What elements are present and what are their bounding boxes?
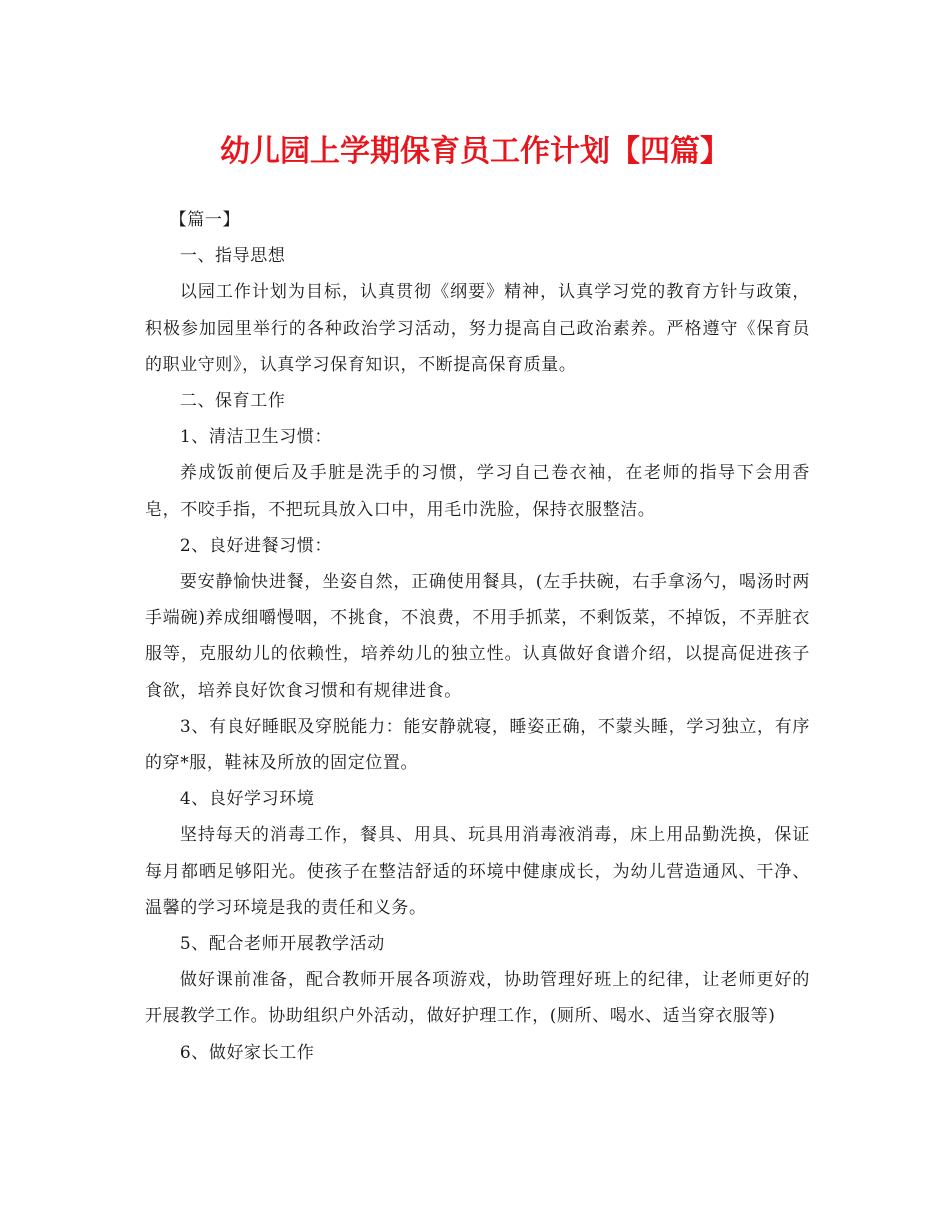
subsection-heading: 1、清洁卫生习惯： (179, 427, 333, 448)
section-heading: 二、保育工作 (179, 391, 286, 412)
document-title: 幼儿园上学期保育员工作计划【四篇】 (220, 134, 730, 169)
body-paragraph: 以园工作计划为目标，认真贯彻《纲要》精神，认真学习党的教育方针与政策，积极参加园里举行的各种政治学习活动，努力提高自己政治素养。严格遵守《保育员的职业守则》，认真学习保育知识，不断提高保育质量。 (145, 282, 810, 375)
subsection-heading: 2、良好进餐习惯： (179, 535, 333, 556)
body-paragraph: 要安静愉快进餐，坐姿自然，正确使用餐具，(左手扶碗，右手拿汤勺，喝汤时两手端碗)养成细嚼慢咽，不挑食，不浪费，不用手抓菜，不剩饭菜，不掉饭，不弄脏衣服等，克服幼儿的依赖性，培养幼儿的独立性。认真做好食谱介绍，以提高促进孩子食欲，培养良好饮食习惯和有规律进食。 (145, 572, 810, 701)
section-heading: 一、指导思想 (179, 246, 286, 267)
body-paragraph: 3、有良好睡眠及穿脱能力：能安静就寝，睡姿正确，不蒙头睡，学习独立，有序的穿*服，鞋袜及所放的固定位置。 (145, 716, 810, 774)
body-paragraph: 养成饭前便后及手脏是洗手的习惯，学习自己卷衣袖，在老师的指导下会用香皂，不咬手指，不把玩具放入口中，用毛巾洗脸，保持衣服整洁。 (145, 463, 810, 520)
subsection-heading: 6、做好家长工作 (179, 1042, 315, 1063)
document-body (145, 202, 810, 1071)
section-marker: 【篇一】 (169, 210, 241, 230)
subsection-heading: 4、良好学习环境 (179, 789, 315, 810)
subsection-heading: 5、配合老师开展教学活动 (179, 934, 385, 955)
body-paragraph: 做好课前准备，配合教师开展各项游戏，协助管理好班上的纪律，让老师更好的开展教学工作。协助组织户外活动，做好护理工作，(厕所、喝水、适当穿衣服等) (145, 970, 810, 1027)
body-paragraph: 坚持每天的消毒工作，餐具、用具、玩具用消毒液消毒，床上用品勤洗换，保证每月都晒足够阳光。使孩子在整洁舒适的环境中健康成长，为幼儿营造通风、干净、温馨的学习环境是我的责任和义务。 (145, 825, 810, 918)
